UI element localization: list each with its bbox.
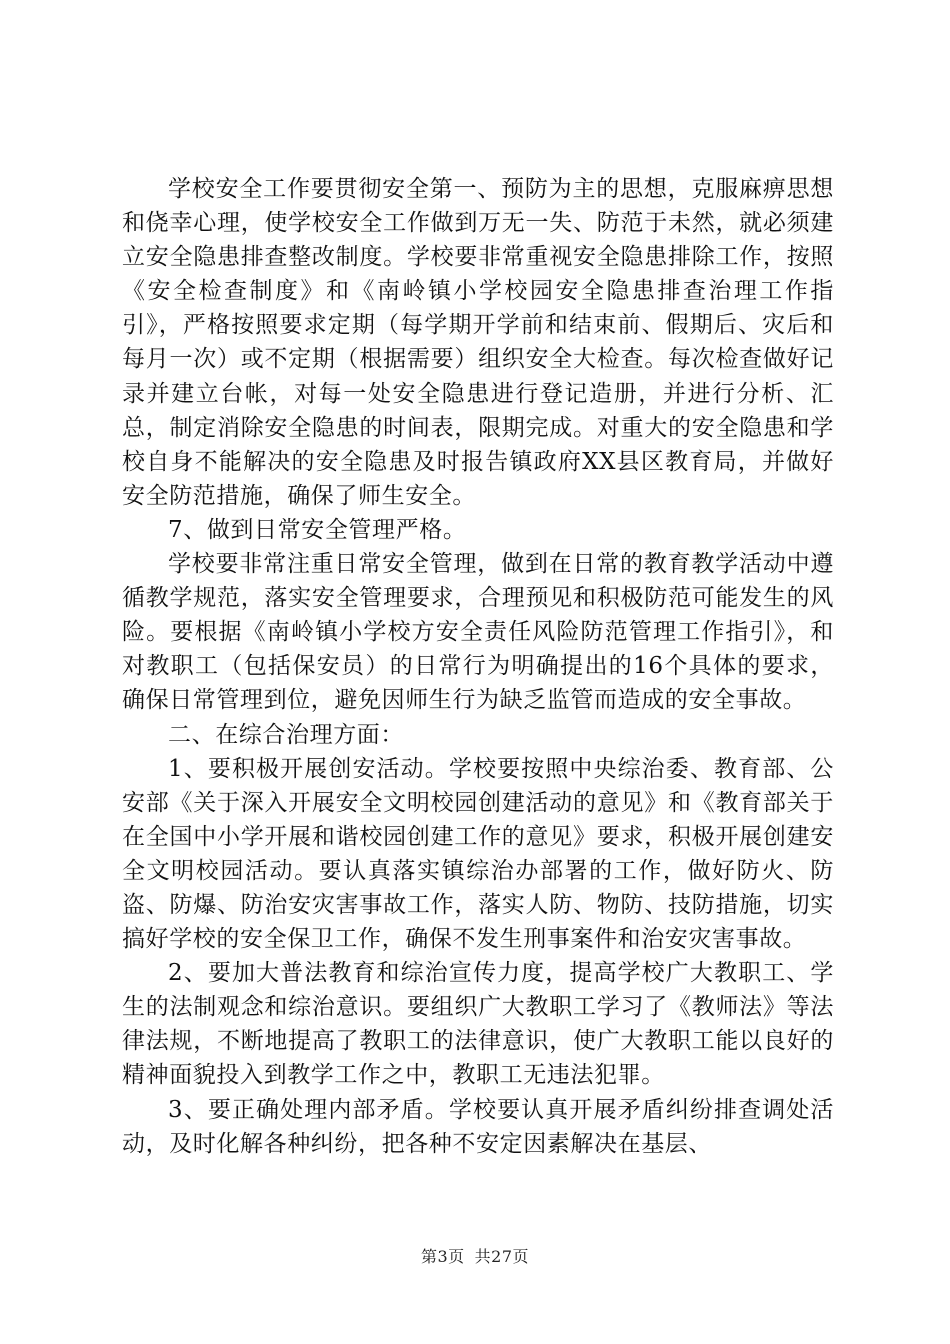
heading-comprehensive-governance: 二、在综合治理方面： — [168, 721, 404, 748]
document-body — [122, 172, 834, 1161]
paragraph-safety-campaign: 1、要积极开展创安活动。学校要按照中央综治委、教育部、公安部《关于深入开展安全文明校园创建活动的意见》和《教育部关于在全国中小学开展和谐校园创建工作的意见》要求，积极开展创建安全文明校园活动。要认真落实镇综治办部署的工作，做好防火、防盗、防爆、防治安灾害事故工作，落实人防、物防、技防措施，切实搞好学校的安全保卫工作，确保不发生刑事案件和治安灾害事故。 — [122, 755, 834, 953]
heading-daily-management: 7、做到日常安全管理严格。 — [168, 516, 467, 543]
paragraph-legal-education: 2、要加大普法教育和综治宣传力度，提高学校广大教职工、学生的法制观念和综治意识。要组织广大教职工学习了《教师法》等法律法规，不断地提高了教职工的法律意识，使广大教职工能以良好的精神面貌投入到教学工作之中，教职工无违法犯罪。 — [122, 960, 834, 1089]
page-number: 第3页 — [420, 1247, 465, 1266]
page-footer — [0, 1244, 950, 1267]
paragraph-daily-management: 学校要非常注重日常安全管理，做到在日常的教育教学活动中遵循教学规范，落实安全管理要求，合理预见和积极防范可能发生的风险。要根据《南岭镇小学校方安全责任风险防范管理工作指引》，和对教职工（包括保安员）的日常行为明确提出的16个具体的要求，确保日常管理到位，避免因师生行为缺乏监管而造成的安全事故。 — [122, 551, 834, 714]
page-total: 共27页 — [474, 1247, 530, 1266]
paragraph-safety-inspection: 学校安全工作要贯彻安全第一、预防为主的思想，克服麻痹思想和侥幸心理，使学校安全工作做到万无一失、防范于未然，就必须建立安全隐患排查整改制度。学校要非常重视安全隐患排除工作，按照《安全检查制度》和《南岭镇小学校园安全隐患排查治理工作指引》，严格按照要求定期（每学期开学前和结束前、假期后、灾后和每月一次）或不定期（根据需要）组织安全大检查。每次检查做好记录并建立台帐，对每一处安全隐患进行登记造册，并进行分析、汇总，制定消除安全隐患的时间表，限期完成。对重大的安全隐患和学校自身不能解决的安全隐患及时报告镇政府XX县区教育局，并做好安全防范措施，确保了师生安全。 — [122, 176, 834, 509]
paragraph-internal-conflicts: 3、要正确处理内部矛盾。学校要认真开展矛盾纠纷排查调处活动，及时化解各种纠纷，把各种不安定因素解决在基层、 — [122, 1096, 834, 1157]
